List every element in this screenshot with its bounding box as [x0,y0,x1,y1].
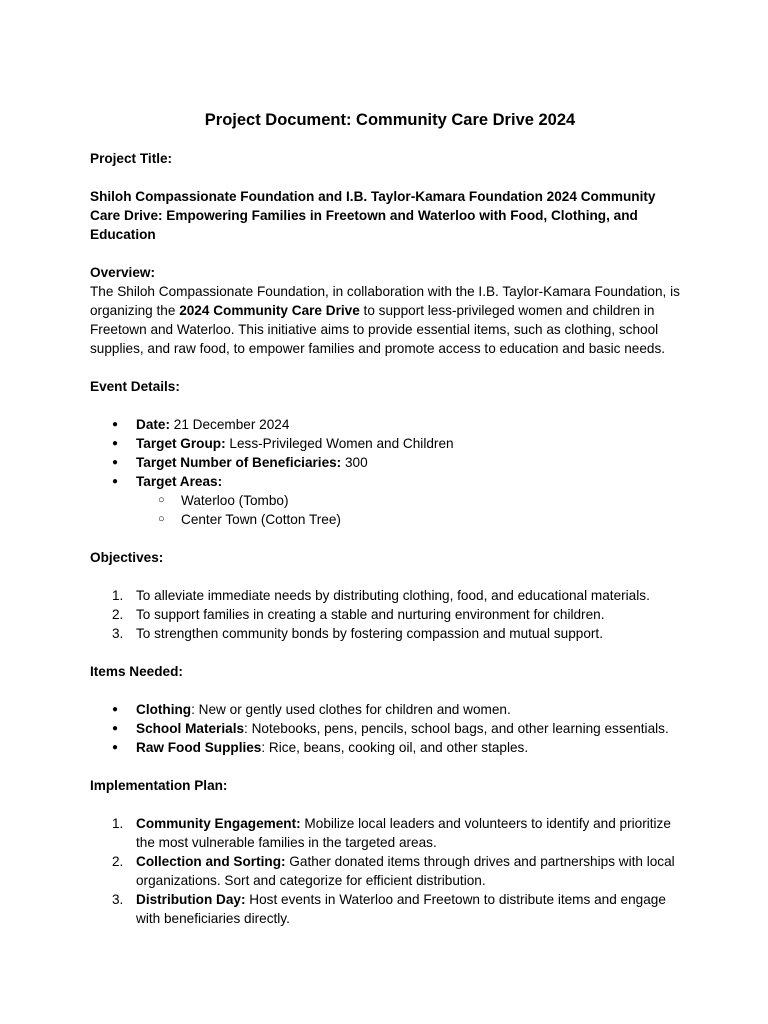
list-item [90,434,690,453]
target-areas-list [136,491,690,529]
plan-step-key: Community Engagement: [136,816,301,831]
list-item [90,472,690,529]
document-page [90,108,690,928]
plan-step-key: Collection and Sorting: [136,854,286,869]
overview-text-end: to support less-privileged women and children in Freetown and Waterloo. This initiative aims to provide essential items, such as clothing, school supplies, and raw food, to empower families and promote access to education and basic needs. [90,303,666,356]
target-group-value: Less-Privileged Women and Children [225,436,454,451]
list-item [90,738,690,757]
target-area-item: ○ Waterloo (Tombo) [136,491,690,510]
event-details-list [90,415,690,529]
project-title: Shiloh Compassionate Foundation and I.B. Taylor-Kamara Foundation 2024 Community Care Drive: Empowering Families in Freetown and Waterloo with Food, Clothing, and Education [90,189,656,242]
plan-step-value: Mobilize local leaders and volunteers to identify and prioritize the most vulnerable families in the targeted areas. [136,816,671,850]
objective-text: To strengthen community bonds by fostering compassion and mutual support. [136,626,603,641]
project-title-label: Project Title: [90,151,173,166]
item-value: : Rice, beans, cooking oil, and other staples. [261,740,529,755]
objective-text: To support families in creating a stable and nurturing environment for children. [136,607,605,622]
implementation-plan-label: Implementation Plan: [90,778,228,793]
target-area-item: ○ Center Town (Cotton Tree) [136,510,690,529]
item-key: School Materials [136,721,245,736]
overview-text-start: The Shiloh Compassionate Foundation, in collaboration with the I.B. Taylor-Kamara Foundation, is organizing the [90,284,680,318]
overview-paragraph [90,282,680,358]
list-item [90,890,676,928]
list-item [90,700,690,719]
item-value: : Notebooks, pens, pencils, school bags, and other learning essentials. [244,721,669,736]
list-item [90,453,690,472]
item-key: Raw Food Supplies [136,740,262,755]
item-value: : New or gently used clothes for children and women. [191,702,511,717]
document-title: Project Document: Community Care Drive 2024 [204,111,576,129]
list-number: 3. [112,892,124,907]
list-item [90,719,690,738]
objectives-label: Objectives: [90,550,164,565]
list-item [90,814,676,852]
beneficiaries-key: Target Number of Beneficiaries: [136,455,342,470]
list-number: 2. [112,854,124,869]
plan-step-value: Gather donated items through drives and partnerships with local organizations. Sort and categorize for efficient distribution. [136,854,675,888]
list-item [90,415,690,434]
list-item [90,624,690,643]
implementation-plan-list [90,814,690,928]
event-details-label: Event Details: [90,379,180,394]
plan-step-key: Distribution Day: [136,892,246,907]
list-number: 2. [112,607,124,622]
target-group-key: Target Group: [136,436,226,451]
list-item [90,852,676,890]
overview-highlight: 2024 Community Care Drive [179,303,360,318]
list-item [90,586,690,605]
objective-text: To alleviate immediate needs by distributing clothing, food, and educational materials. [136,588,650,603]
list-number: 1. [112,816,124,831]
list-item [90,605,690,624]
event-date-value: 21 December 2024 [170,417,290,432]
overview-label: Overview: [90,265,155,280]
objectives-list [90,586,690,643]
item-key: Clothing [136,702,192,717]
beneficiaries-value: 300 [341,455,368,470]
event-date-key: Date: [136,417,170,432]
plan-step-value: Host events in Waterloo and Freetown to distribute items and engage with beneficiaries directly. [136,892,666,926]
items-needed-list [90,700,690,757]
items-needed-label: Items Needed: [90,664,183,679]
list-number: 3. [112,626,124,641]
list-number: 1. [112,588,124,603]
target-areas-key: Target Areas: [136,474,223,489]
